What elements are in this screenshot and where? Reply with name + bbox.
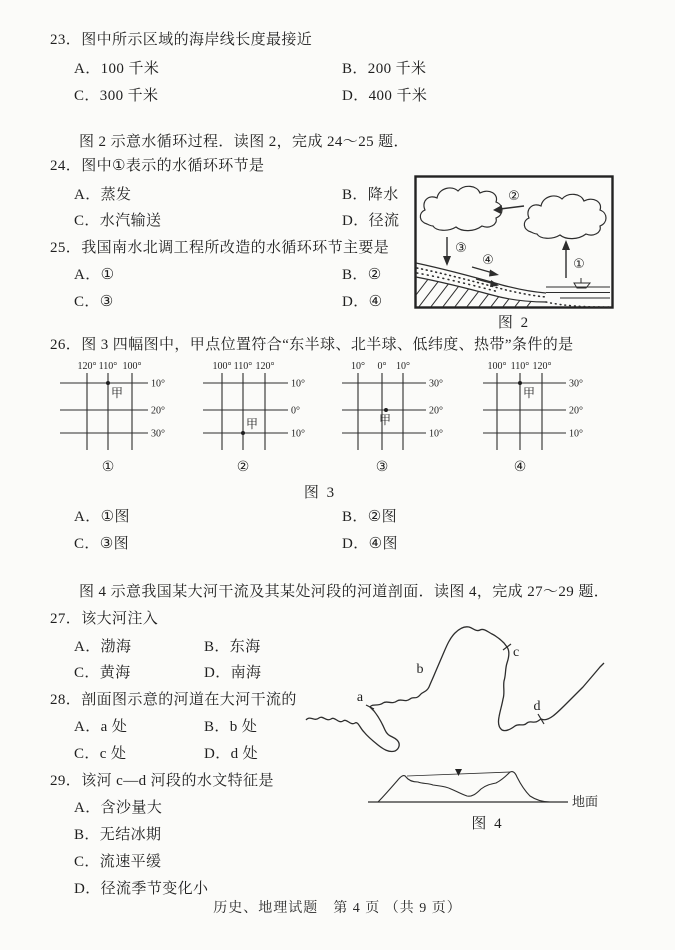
figure2-label-3: ③ [455, 241, 467, 256]
q27-option-a: A．渤海 [74, 639, 132, 655]
figure2-caption: 图 2 [497, 315, 531, 331]
q23-option-c: C．300 千米 [74, 88, 159, 104]
page-footer: 历史、地理试题 第 4 页 （共 9 页） [213, 901, 462, 916]
figure3-grid-3 [340, 358, 485, 478]
point-jia-marker [518, 381, 522, 385]
arrowhead-icon [489, 270, 499, 277]
figure3-grid-2 [200, 358, 345, 478]
lat-label: 20° [151, 405, 165, 417]
lat-label: 10° [291, 378, 305, 390]
q28-option-d: D．d 处 [204, 746, 259, 762]
q25-option-d: D．④ [342, 294, 383, 310]
figure4-river-map [300, 610, 675, 810]
q28-option-c: C．c 处 [74, 746, 127, 762]
seabed-dots [546, 302, 610, 307]
lon-label: 10° [396, 361, 410, 372]
arrow-vapor-transport [500, 206, 524, 209]
q24-option-d: D．径流 [342, 213, 400, 229]
cloud-icon [420, 186, 502, 230]
lon-label: 0° [377, 361, 387, 372]
q26-option-a: A．①图 [74, 509, 130, 525]
tick-c [503, 644, 511, 650]
lon-label: 100° [487, 361, 507, 372]
q25-option-c: C．③ [74, 294, 114, 310]
q26-option-d: D．④图 [342, 536, 398, 552]
lon-label: 120° [77, 361, 97, 372]
q25-option-b: B．② [342, 267, 382, 283]
figure2-label-4: ④ [482, 253, 494, 268]
lat-label: 10° [291, 428, 305, 440]
figure2-water-cycle [414, 175, 614, 309]
q23-option-d: D．400 千米 [342, 88, 428, 104]
figure4-point-a: a [356, 690, 364, 705]
lat-label: 20° [429, 405, 443, 417]
lat-label: 10° [151, 378, 165, 390]
point-jia-label: 甲 [523, 386, 536, 400]
q28-option-a: A．a 处 [74, 719, 128, 735]
q29-option-a: A．含沙量大 [74, 800, 163, 816]
q27-option-b: B．东海 [204, 639, 261, 655]
figure3-caption: 图 3 [303, 485, 337, 501]
q26-option-c: C．③图 [74, 536, 130, 552]
lat-label: 30° [429, 378, 443, 390]
q29-option-b: B．无结冰期 [74, 827, 162, 843]
section-intro-fig4: 图 4 示意我国某大河干流及其某处河段的河道剖面．读图 4，完成 27～29 题． [79, 584, 610, 600]
lat-label: 0° [291, 405, 300, 417]
q24-option-b: B．降水 [342, 187, 399, 203]
figure2-label-2: ② [508, 189, 520, 204]
question-24: 24．图中①表示的水循环环节是 [50, 158, 265, 174]
grid4-number: ④ [513, 459, 527, 475]
question-26: 26．图 3 四幅图中，甲点位置符合“东半球、北半球、低纬度、热带”条件的是 [50, 337, 574, 353]
cloud-icon [524, 194, 606, 238]
question-27: 27．该大河注入 [50, 611, 159, 627]
lat-label: 10° [569, 428, 583, 440]
q26-option-b: B．②图 [342, 509, 398, 525]
grid2-number: ② [236, 459, 250, 475]
figure2-label-1: ① [573, 257, 585, 272]
levee-profile [378, 772, 550, 802]
q27-option-d: D．南海 [204, 665, 262, 681]
figure4-point-d: d [533, 699, 541, 714]
tick-d [538, 714, 544, 724]
figure3-grid-4 [482, 358, 642, 478]
lon-label: 110° [98, 361, 118, 372]
point-jia-marker [384, 408, 388, 412]
arrowhead-icon [443, 256, 451, 266]
point-jia-label: 甲 [246, 417, 259, 431]
lon-label: 110° [233, 361, 253, 372]
question-29: 29．该河 c—d 河段的水文特征是 [50, 773, 274, 789]
q28-option-b: B．b 处 [204, 719, 258, 735]
water-level-icon [455, 769, 462, 776]
lon-label: 120° [255, 361, 275, 372]
question-25: 25．我国南水北调工程所改造的水循环环节主要是 [50, 240, 390, 256]
lat-label: 10° [429, 428, 443, 440]
question-28: 28．剖面图示意的河道在大河干流的 [50, 692, 297, 708]
point-jia-marker [106, 381, 110, 385]
q29-option-d: D．径流季节变化小 [74, 881, 209, 897]
q23-option-a: A．100 千米 [74, 61, 160, 77]
point-jia-label: 甲 [378, 413, 392, 427]
figure3-grid-1 [55, 358, 200, 478]
lat-label: 30° [151, 428, 165, 440]
arrowhead-icon [562, 240, 570, 250]
section-intro-fig2: 图 2 示意水循环过程．读图 2，完成 24～25 题． [79, 134, 409, 150]
river-course [306, 627, 604, 752]
q24-option-c: C．水汽输送 [74, 213, 162, 229]
q29-option-c: C．流速平缓 [74, 854, 162, 870]
grid1-number: ① [101, 459, 115, 475]
lat-label: 30° [569, 378, 583, 390]
lon-label: 100° [212, 361, 232, 372]
q27-option-c: C．黄海 [74, 665, 131, 681]
lon-label: 10° [351, 361, 365, 372]
question-23: 23．图中所示区域的海岸线长度最接近 [50, 32, 313, 48]
grid3-number: ③ [375, 459, 389, 475]
figure4-caption: 图 4 [471, 816, 504, 832]
figure4-point-c: c [513, 645, 520, 660]
point-jia-label: 甲 [111, 386, 124, 400]
point-jia-marker [241, 431, 245, 435]
q23-option-b: B．200 千米 [342, 61, 427, 77]
lon-label: 100° [122, 361, 142, 372]
q24-option-a: A．蒸发 [74, 187, 132, 203]
figure4-point-b: b [416, 662, 424, 677]
lon-label: 120° [532, 361, 552, 372]
arrowhead-icon [493, 205, 502, 214]
ground-label: 地面 [572, 794, 599, 809]
q25-option-a: A．① [74, 267, 115, 283]
lat-label: 20° [569, 405, 583, 417]
lon-label: 110° [510, 361, 530, 372]
slope-surface [416, 263, 546, 293]
soil-dots [417, 273, 499, 292]
